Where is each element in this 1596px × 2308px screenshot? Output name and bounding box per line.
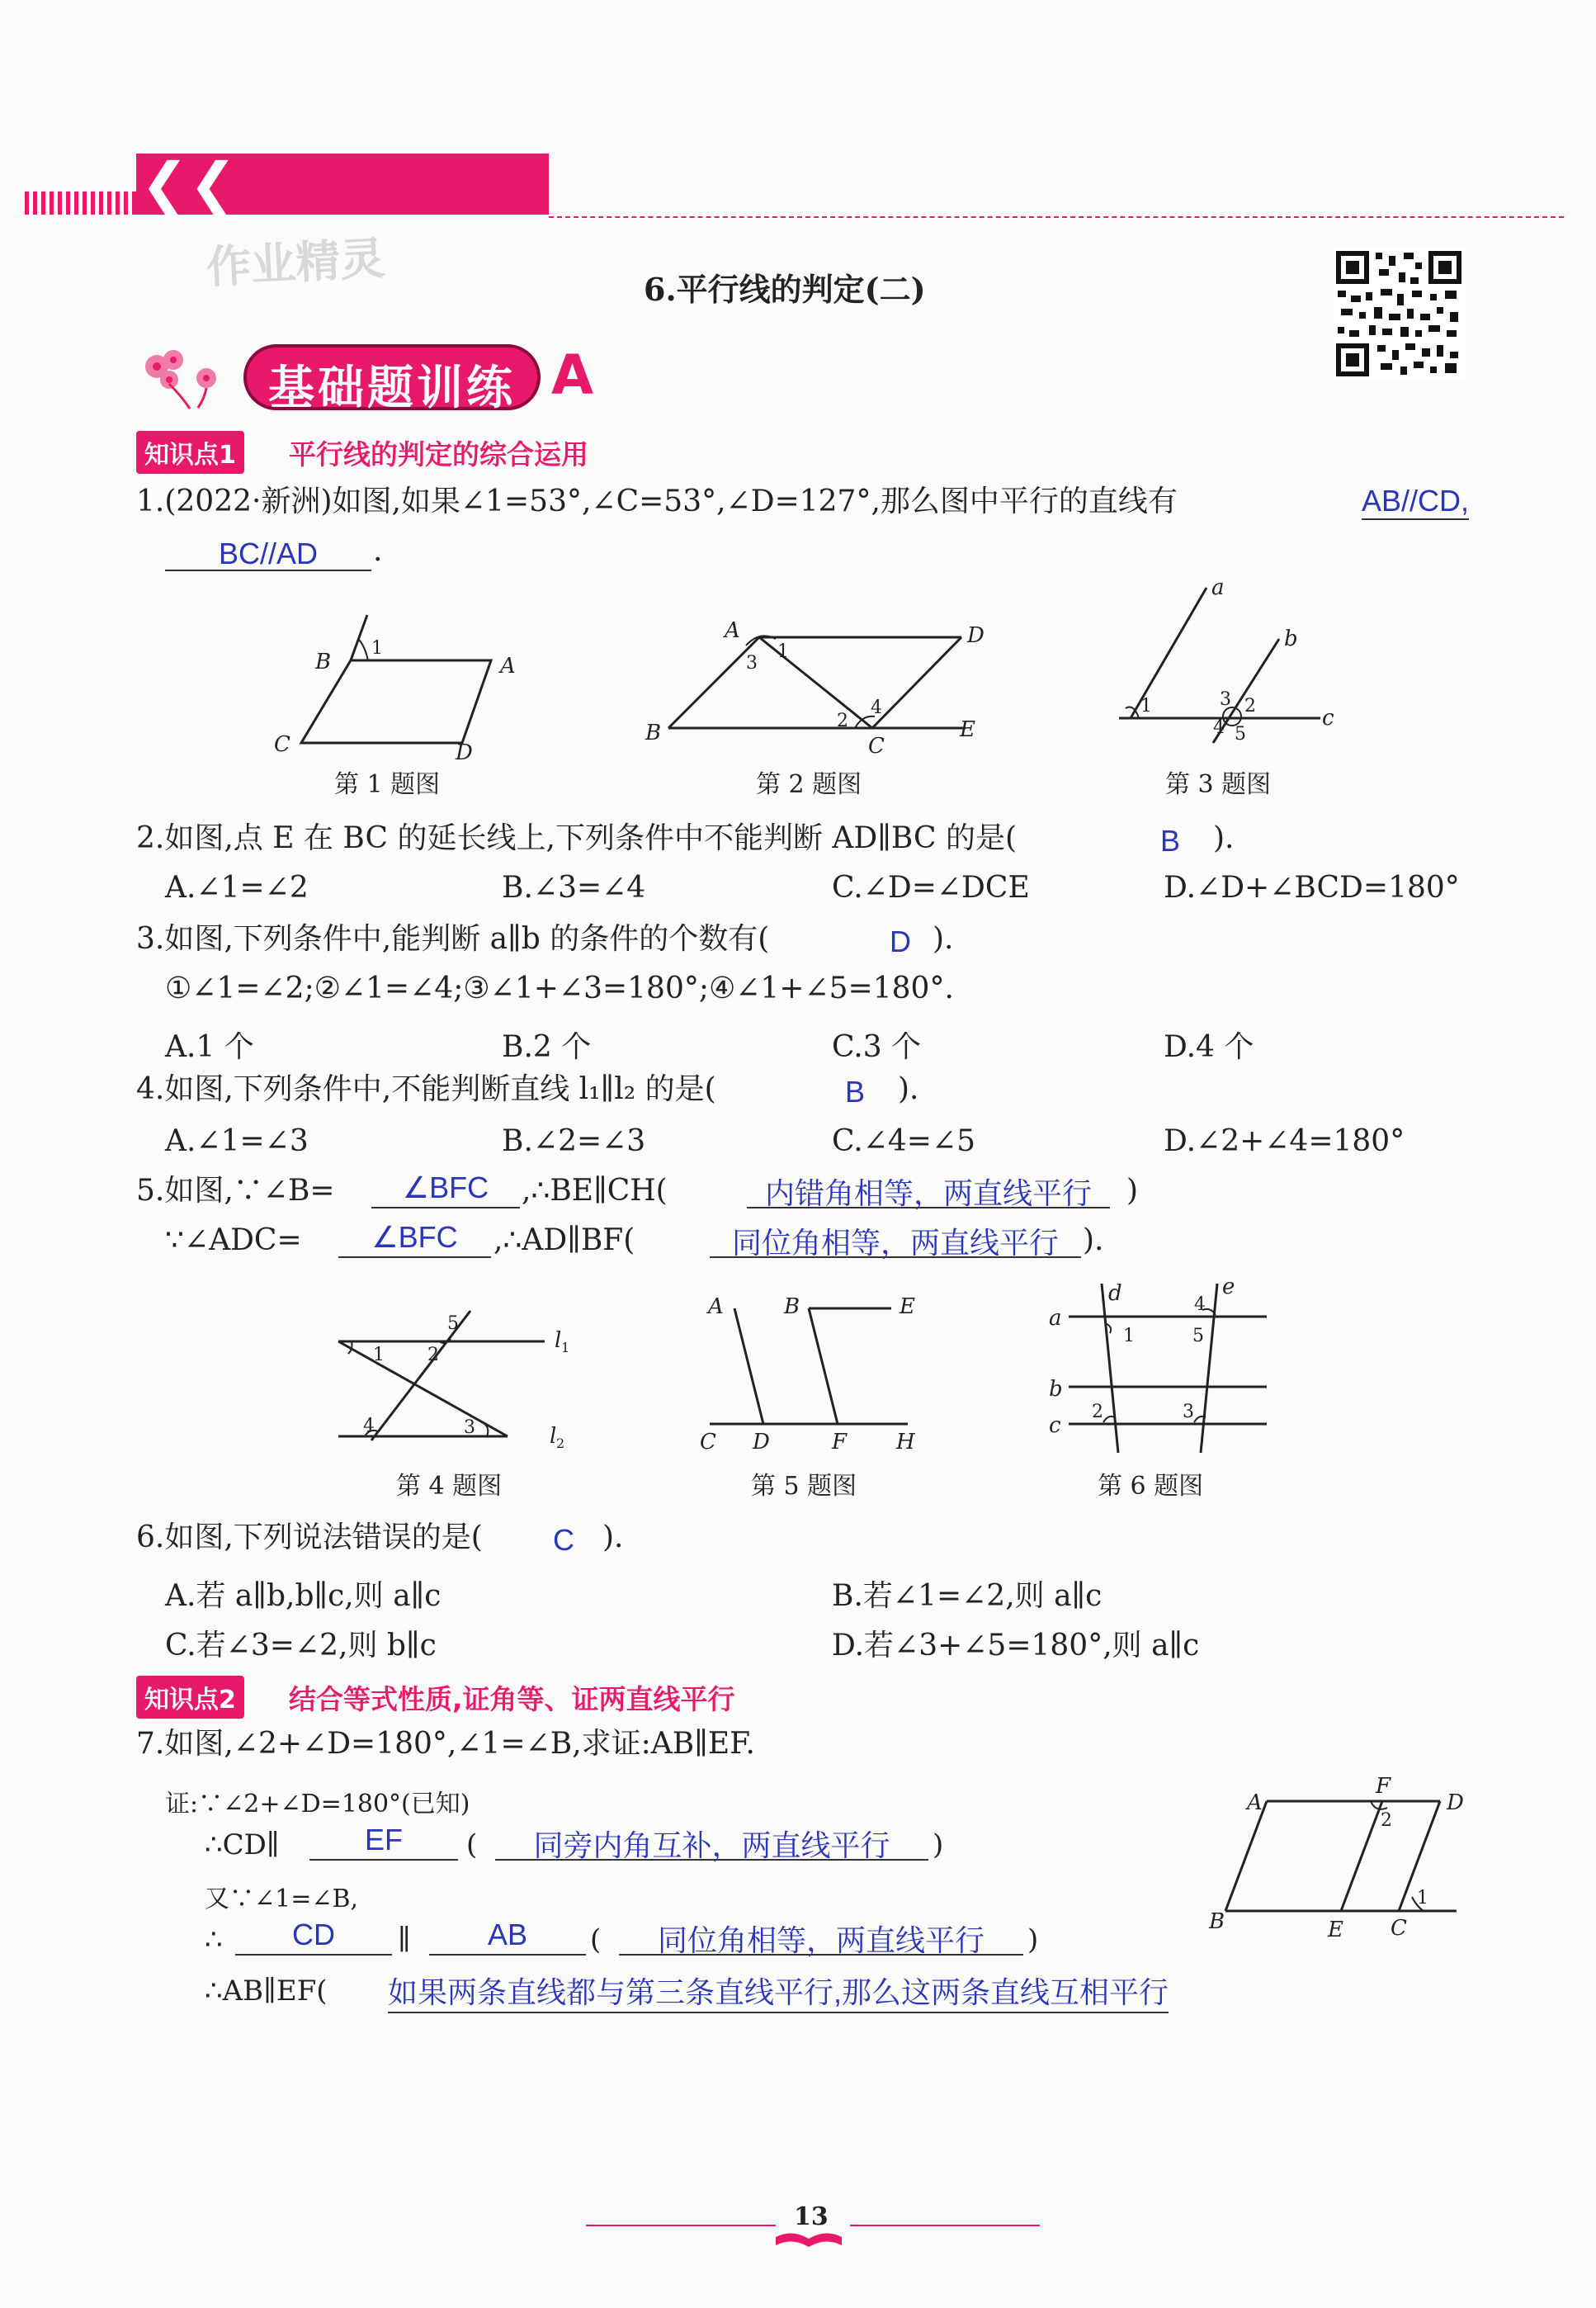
svg-text:2: 2 <box>837 711 848 731</box>
q7-blank-1 <box>309 1823 458 1861</box>
section-title: 基础题训练 <box>268 362 516 415</box>
svg-text:C: C <box>868 734 885 759</box>
svg-text:A: A <box>500 654 516 679</box>
svg-text:e: e <box>1222 1275 1235 1299</box>
q3-option-c: C.3 个 <box>832 1030 922 1064</box>
q6-option-a: A.若 a∥b,b∥c,则 a∥c <box>165 1579 441 1613</box>
q3-option-a: A.1 个 <box>165 1030 254 1064</box>
q7-line4-a: ∴ <box>205 1923 223 1956</box>
q7-line5-reason-wrap <box>388 1970 1169 2013</box>
q4-option-c: C.∠4=∠5 <box>832 1124 976 1158</box>
svg-text:F: F <box>832 1430 848 1454</box>
svg-text:3: 3 <box>1183 1402 1194 1422</box>
page-title: 6.平行线的判定(二) <box>644 271 926 308</box>
svg-text:3: 3 <box>746 653 758 674</box>
q2-option-a: A.∠1=∠2 <box>165 871 309 905</box>
q6-end: ). <box>602 1521 624 1554</box>
q5-answer-3: ∠BFC <box>371 1220 458 1254</box>
q2-option-c: C.∠D=∠DCE <box>832 871 1030 905</box>
q7-reason-2: 同位角相等，两直线平行 <box>657 1923 985 1957</box>
q3-end: ). <box>933 922 954 956</box>
q7-line2-b: ( <box>466 1828 478 1861</box>
flower-icon <box>132 338 239 413</box>
svg-text:1: 1 <box>561 1340 570 1355</box>
q4-answer: B <box>845 1075 866 1109</box>
svg-text:B: B <box>315 650 332 674</box>
svg-text:1: 1 <box>777 641 789 662</box>
q3-option-d: D.4 个 <box>1164 1030 1254 1064</box>
svg-text:A: A <box>725 618 740 643</box>
knowledge-point-title-2: 结合等式性质,证角等、证两直线平行 <box>289 1683 735 1715</box>
q7-line4-b: ∥ <box>398 1923 411 1956</box>
q3-text: 3.如图,下列条件中,能判断 a∥b 的条件的个数有( <box>136 922 770 956</box>
q4-option-b: B.∠2=∠3 <box>502 1124 646 1158</box>
figure-q6 <box>1036 1275 1283 1465</box>
knowledge-point-badge-1: 知识点1 <box>136 431 244 474</box>
q2-answer: B <box>1160 824 1181 858</box>
section-letter: A <box>551 343 594 407</box>
svg-text:2: 2 <box>427 1345 439 1365</box>
q5-blank-1 <box>371 1171 520 1208</box>
q7-text: 7.如图,∠2+∠D=180°,∠1=∠B,求证:AB∥EF. <box>136 1727 755 1761</box>
q5-answer-4: 同位角相等，两直线平行 <box>731 1226 1059 1260</box>
q7-proof-start: 证:∵∠2+∠D=180°(已知) <box>165 1790 470 1818</box>
svg-text:a: a <box>1049 1306 1062 1331</box>
qr-code[interactable] <box>1333 248 1465 380</box>
figure-q4 <box>322 1296 594 1461</box>
q7-blank-4 <box>429 1918 586 1956</box>
svg-text:5: 5 <box>1192 1326 1204 1346</box>
q5-answer-2: 内错角相等，两直线平行 <box>764 1176 1092 1210</box>
svg-text:C: C <box>1391 1916 1407 1941</box>
svg-text:1: 1 <box>1123 1326 1135 1346</box>
svg-text:4: 4 <box>1194 1294 1206 1315</box>
q5-answer-1: ∠BFC <box>402 1171 489 1204</box>
figure-q5 <box>685 1284 933 1465</box>
svg-text:1: 1 <box>1417 1888 1428 1908</box>
q7-blank-3 <box>235 1918 392 1956</box>
svg-text:1: 1 <box>371 638 383 659</box>
svg-text:l: l <box>550 1424 557 1449</box>
q1-answer-1: AB//CD, <box>1362 484 1469 520</box>
svg-text:E: E <box>960 717 975 742</box>
q5-line1-a: 5.如图,∵∠B= <box>136 1174 335 1208</box>
svg-text:b: b <box>1284 627 1298 651</box>
q5-line2-c: ). <box>1083 1223 1104 1257</box>
figure-q2 <box>635 611 999 768</box>
q4-option-a: A.∠1=∠3 <box>165 1124 309 1158</box>
watermark-logo: 作业精灵 <box>205 232 386 294</box>
q4-text: 4.如图,下列条件中,不能判断直线 l₁∥l₂ 的是( <box>136 1072 716 1106</box>
q6-text: 6.如图,下列说法错误的是( <box>136 1521 483 1554</box>
footer-book-icon <box>772 2229 846 2254</box>
svg-text:2: 2 <box>1092 1402 1103 1422</box>
q7-blank-2 <box>495 1823 928 1861</box>
q5-blank-2 <box>747 1171 1110 1208</box>
page-number: 13 <box>794 2202 829 2231</box>
q7-line4-d: ) <box>1027 1923 1039 1956</box>
q6-answer: C <box>553 1523 574 1557</box>
svg-text:3: 3 <box>1220 689 1231 710</box>
q6-option-d: D.若∠3+∠5=180°,则 a∥c <box>832 1629 1200 1662</box>
q3-answer: D <box>890 925 911 958</box>
svg-text:D: D <box>967 623 985 648</box>
svg-text:4: 4 <box>1213 717 1225 738</box>
q1-text: 1.(2022·新洲)如图,如果∠1=53°,∠C=53°,∠D=127°,那么图中平行的直线有 <box>136 485 1178 518</box>
svg-text:C: C <box>274 732 290 757</box>
header-chevrons: ❮❮ <box>140 150 238 218</box>
q7-line3: 又∵∠1=∠B, <box>205 1885 359 1913</box>
q7-line2-c: ) <box>933 1828 944 1861</box>
q7-answer-2: CD <box>292 1918 335 1951</box>
svg-text:A: A <box>1247 1790 1263 1815</box>
svg-text:5: 5 <box>1235 724 1246 745</box>
q7-line4-c: ( <box>590 1923 602 1956</box>
svg-text:c: c <box>1049 1413 1061 1438</box>
caption-fig4: 第 4 题图 <box>396 1472 503 1501</box>
q2-end: ). <box>1213 821 1235 855</box>
q7-reason-1: 同旁内角互补，两直线平行 <box>533 1828 890 1862</box>
svg-text:c: c <box>1322 706 1334 731</box>
header-dashed-line <box>549 216 1564 218</box>
caption-fig3: 第 3 题图 <box>1165 770 1272 799</box>
q5-blank-3 <box>338 1220 491 1258</box>
svg-text:E: E <box>900 1294 915 1319</box>
q7-blank-5 <box>619 1918 1023 1956</box>
knowledge-point-title-1: 平行线的判定的综合运用 <box>289 438 588 471</box>
svg-text:a: a <box>1211 578 1225 600</box>
svg-text:d: d <box>1108 1281 1122 1306</box>
svg-text:2: 2 <box>556 1435 565 1451</box>
q1-answer-2: BC//AD <box>218 537 319 570</box>
q4-end: ). <box>898 1072 919 1106</box>
caption-fig2: 第 2 题图 <box>756 770 862 799</box>
figure-q7 <box>1201 1766 1473 1948</box>
q1-answer-2-blank <box>165 537 371 571</box>
q5-blank-4 <box>710 1220 1081 1258</box>
q7-answer-3: AB <box>487 1918 528 1951</box>
svg-text:b: b <box>1049 1377 1063 1402</box>
q5-line1-c: ) <box>1126 1174 1139 1208</box>
header-stripes <box>25 192 140 215</box>
q3-conditions: ①∠1=∠2;②∠1=∠4;③∠1+∠3=180°;④∠1+∠5=180°. <box>165 972 954 1005</box>
knowledge-point-badge-2: 知识点2 <box>136 1676 244 1719</box>
caption-fig1: 第 1 题图 <box>334 770 441 799</box>
svg-text:F: F <box>1376 1774 1391 1799</box>
svg-text:4: 4 <box>871 698 882 718</box>
svg-text:E: E <box>1328 1918 1343 1942</box>
q7-reason-3: 如果两条直线都与第三条直线平行,那么这两条直线互相平行 <box>388 1975 1169 2009</box>
q7-answer-1: EF <box>364 1823 403 1856</box>
svg-text:A: A <box>708 1294 724 1319</box>
svg-text:2: 2 <box>1244 696 1256 717</box>
svg-text:B: B <box>645 721 662 745</box>
q6-option-c: C.若∠3=∠2,则 b∥c <box>165 1629 437 1662</box>
svg-text:5: 5 <box>447 1313 459 1334</box>
caption-fig5: 第 5 题图 <box>751 1472 857 1501</box>
svg-text:D: D <box>1447 1790 1464 1815</box>
svg-text:l: l <box>555 1328 562 1353</box>
q2-option-d: D.∠D+∠BCD=180° <box>1164 871 1460 905</box>
svg-text:1: 1 <box>1140 696 1152 717</box>
svg-text:H: H <box>896 1430 915 1454</box>
svg-text:4: 4 <box>363 1416 375 1436</box>
figure-q1 <box>264 603 536 768</box>
q4-option-d: D.∠2+∠4=180° <box>1164 1124 1405 1158</box>
q5-line1-b: ,∴BE∥CH( <box>522 1174 668 1208</box>
footer-line-left <box>586 2225 776 2226</box>
svg-text:B: B <box>784 1294 800 1319</box>
svg-text:2: 2 <box>1381 1810 1392 1831</box>
svg-text:3: 3 <box>464 1417 475 1438</box>
q2-text: 2.如图,点 E 在 BC 的延长线上,下列条件中不能判断 AD∥BC 的是( <box>136 821 1018 855</box>
q7-line2-a: ∴CD∥ <box>205 1828 280 1861</box>
footer-line-right <box>850 2225 1040 2226</box>
svg-text:B: B <box>1209 1909 1225 1934</box>
q5-line2-b: ,∴AD∥BF( <box>493 1223 635 1257</box>
figure-q3 <box>1106 578 1353 759</box>
svg-text:1: 1 <box>373 1345 385 1365</box>
svg-text:C: C <box>700 1430 716 1454</box>
q3-option-b: B.2 个 <box>502 1030 592 1064</box>
svg-text:D: D <box>456 740 473 765</box>
q7-line5-a: ∴AB∥EF( <box>205 1975 328 2008</box>
q1-end: . <box>373 534 383 568</box>
svg-text:D: D <box>753 1430 770 1454</box>
q6-option-b: B.若∠1=∠2,则 a∥c <box>832 1579 1103 1613</box>
caption-fig6: 第 6 题图 <box>1098 1472 1204 1501</box>
q2-option-b: B.∠3=∠4 <box>502 871 646 905</box>
q5-line2-a: ∵∠ADC= <box>165 1223 302 1257</box>
